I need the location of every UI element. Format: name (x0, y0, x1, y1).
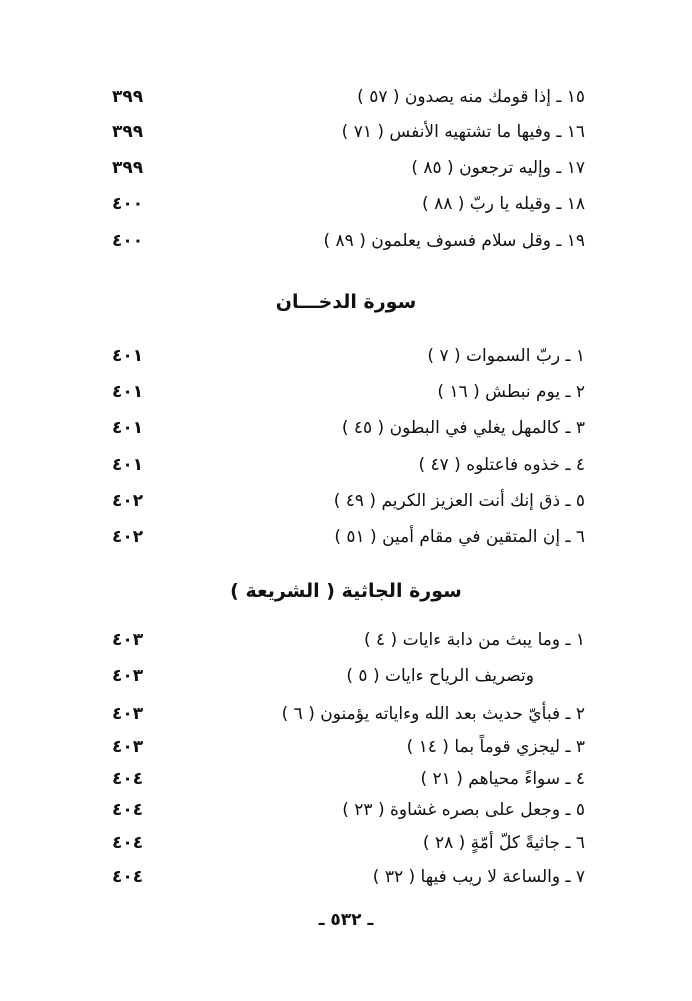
entry-text: ٦ ـ إن المتقين في مقام أمين ( ٥١ ) (334, 527, 585, 547)
entry-page-number: ٤٠٠ (112, 231, 144, 251)
entry-text: ٥ ـ وجعل على بصره غشاوة ( ٢٣ ) (342, 800, 585, 820)
index-entry (0, 189, 692, 219)
entry-page-number: ٤٠٢ (112, 527, 144, 547)
index-entry (0, 82, 692, 112)
index-entry (0, 699, 692, 729)
index-entry (0, 625, 692, 655)
entry-text: ١ ـ ربّ السموات ( ٧ ) (427, 346, 585, 366)
entry-page-number: ٤٠٤ (112, 833, 144, 853)
entry-text: ٧ ـ والساعة لا ريب فيها ( ٣٢ ) (372, 867, 585, 887)
entry-text: ٤ ـ خذوه فاعتلوه ( ٤٧ ) (418, 455, 585, 475)
entry-text: ١٧ ـ وإليه ترجعون ( ٨٥ ) (411, 158, 585, 178)
index-entry (0, 341, 692, 371)
entry-page-number: ٤٠٤ (112, 800, 144, 820)
index-entry (0, 862, 692, 892)
section-title: سورة الدخـــان (275, 291, 417, 313)
index-entry (0, 486, 692, 516)
entry-page-number: ٤٠٤ (112, 867, 144, 887)
index-entry (0, 732, 692, 762)
entry-text: ٤ ـ سواءً محياهم ( ٢١ ) (420, 769, 585, 789)
index-entry (0, 828, 692, 858)
entry-text: ١٨ ـ وقيله يا ربّ ( ٨٨ ) (422, 194, 585, 214)
entry-page-number: ٤٠١ (112, 382, 144, 402)
entry-page-number: ٤٠٠ (112, 194, 144, 214)
index-entry (0, 450, 692, 480)
entry-page-number: ٣٩٩ (112, 122, 144, 142)
entry-text: ١٦ ـ وفيها ما تشتهيه الأنفس ( ٧١ ) (341, 122, 585, 142)
entry-page-number: ٤٠٣ (112, 666, 144, 686)
entry-text: ٣ ـ ليجزي قوماً بما ( ١٤ ) (406, 737, 585, 757)
index-entry (0, 413, 692, 443)
section-title: سورة الجاثية ( الشريعة ) (230, 580, 462, 602)
entry-page-number: ٤٠٣ (112, 737, 144, 757)
entry-page-number: ٤٠٣ (112, 704, 144, 724)
entry-text: ٢ ـ فبأيّ حديث بعد الله وءاياته يؤمنون ( ٦ ) (281, 704, 585, 724)
index-entry (0, 377, 692, 407)
entry-text: ١ ـ وما يبث من دابة ءايات ( ٤ ) (363, 630, 585, 650)
entry-text: ١٥ ـ إذا قومك منه يصدون ( ٥٧ ) (357, 87, 585, 107)
entry-text: ٦ ـ جاثيةً كلّ أمّةٍ ( ٢٨ ) (422, 833, 585, 853)
index-entry (0, 226, 692, 256)
entry-page-number: ٤٠١ (112, 346, 144, 366)
entry-text: ٢ ـ يوم نبطش ( ١٦ ) (437, 382, 585, 402)
index-entry (0, 764, 692, 794)
index-entry (0, 153, 692, 183)
index-entry (0, 661, 692, 691)
entry-text: ٣ ـ كالمهل يغلي في البطون ( ٤٥ ) (341, 418, 585, 438)
index-entry (0, 795, 692, 825)
entry-text: ١٩ ـ وقل سلام فسوف يعلمون ( ٨٩ ) (323, 231, 585, 251)
entry-page-number: ٣٩٩ (112, 87, 144, 107)
entry-page-number: ٤٠٣ (112, 630, 144, 650)
page-number: ـ ٥٣٢ ـ (318, 910, 374, 930)
index-entry (0, 117, 692, 147)
index-entry (0, 522, 692, 552)
entry-text: وتصريف الرياح ءايات ( ٥ ) (346, 666, 534, 686)
entry-page-number: ٣٩٩ (112, 158, 144, 178)
entry-page-number: ٤٠٢ (112, 491, 144, 511)
entry-page-number: ٤٠٤ (112, 769, 144, 789)
entry-page-number: ٤٠١ (112, 455, 144, 475)
entry-text: ٥ ـ ذق إنك أنت العزيز الكريم ( ٤٩ ) (333, 491, 585, 511)
entry-page-number: ٤٠١ (112, 418, 144, 438)
